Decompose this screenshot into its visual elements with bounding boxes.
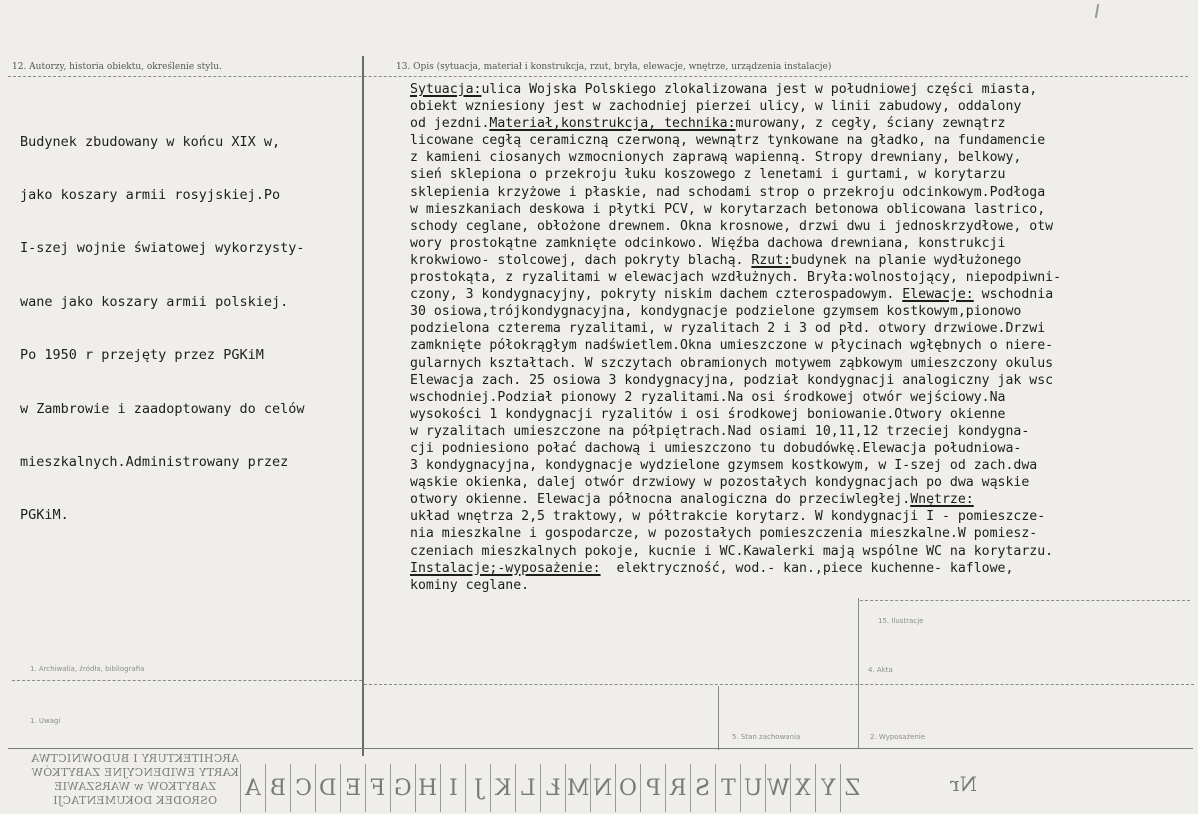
sytuacja-text: ulica Wojska Polskiego zlokalizowana jest w południowej części miasta, obiekt wzniesiony jest w zachodniej pierzei ulicy, w linii zabudowy, oddalony od jezdni. (410, 82, 1038, 132)
number-label: Nr (950, 772, 978, 796)
index-letter: D (315, 764, 340, 812)
instalacje-label: Instalacje;-wyposażenie: (410, 560, 601, 576)
index-letter: O (615, 764, 640, 812)
history-line: w Zambrowie i zaadoptowany do celów (20, 400, 305, 417)
wnetrze-text: układ wnętrza 2,5 traktowy, w półtrakcie korytarz. W kondygnacji I - pomieszcze- nia mieszkalne i gospodarcze, w pozostałych pomieszczenia mieszkalne.W pomiesz- czeniach mieszkalnych pokoje, kucnie i WC.Kawalerki mają wspólne WC na korytarzu. (410, 509, 1054, 559)
left-field-rule (12, 680, 362, 681)
description-text (410, 81, 1195, 594)
section-12-header: 12. Autorzy, historia obiektu, określenie stylu. (12, 62, 222, 72)
history-line: mieszkalnych.Administrowany przez (20, 453, 289, 470)
rzut-text: budynek na planie wydłużonego prostokąta, z ryzalitami w elewacjach wzdłużnych. Bryła:wolnostojący, niepodpiwni- czony, 3 kondygnacyjny, pokryty niskim dachem czterospadowym. (410, 252, 1062, 303)
section-13-header: 13. Opis (sytuacja, materiał i konstrukcja, rzut, bryła, elewacje, wnętrze, urządzenia instalacje) (396, 62, 832, 72)
history-line: PGKiM. (20, 507, 69, 524)
elewacje-label: Elewacje: (902, 287, 974, 303)
field-label: 1. Uwagi (30, 717, 61, 725)
pencil-mark (1095, 4, 1099, 18)
index-letter: P (640, 764, 665, 812)
lower-field-divider (718, 686, 719, 750)
index-letter: Z (840, 764, 865, 812)
index-letter: X (790, 764, 815, 812)
alphabet-index (240, 764, 865, 814)
index-letter: Y (815, 764, 840, 812)
index-letter: B (265, 764, 290, 812)
index-letter: I (440, 764, 465, 812)
sytuacja-label: Sytuacja: (410, 82, 482, 97)
index-letter: T (715, 764, 740, 812)
index-letter: F (365, 764, 390, 812)
header-rule (8, 76, 1188, 77)
index-letter: R (665, 764, 690, 812)
history-line: wane jako koszary armii polskiej. (20, 293, 289, 310)
right-field-divider (858, 598, 859, 748)
institution-line: KARTY EWIDENCYJNE ZABYTKÓW (31, 766, 239, 779)
index-letter: W (765, 764, 790, 812)
field-label: 15. Ilustracje (878, 617, 924, 625)
history-line: Po 1950 r przejęty przez PGKiM (20, 347, 264, 364)
field-label: 5. Stan zachowania (732, 733, 801, 741)
index-letter: K (490, 764, 515, 812)
field-label: 2. Wyposażenie (870, 733, 926, 741)
institution-line: ARCHITEKTURY I BUDOWNICTWA (30, 752, 240, 765)
elewacje-text: wschodnia 30 osiowa,trójkondygnacyjna, kondygnacje podzielone gzymsem kostkowym,pionowo podzielona czterema ryzalitami, w ryzalitach 2 i 3 od płd. otwory drzwiowe.Drzwi zamknięte półokrągłym nadświetlem.Okna umieszczone w płycinach wgłębnych o niere- gularnych kształtach. W szczytach obramionych motywem ząbkowym umieszczony okulus Elewacja zach. 25 osiowa 3 kondygnacyjna, podział kondygnacji analogiczny jak wsc wschodniej.Podział pionowy 2 ryzalitami.Na osi środkowej otwór wejściowy.Na wysokości 1 kondygnacji ryzalitów i osi środkowej boniowanie.Otwory okienne w ryzalitach umieszczone na półpiętrach.Nad osiami 10,11,12 trzeciej kondygna- cji podniesiono połać dachową i umieszczono tu dobudówkę.Elewacja południowa- 3 kondygnacyjna, kondygnacje wydzielone gzymsem kostkowym, w I-szej od zach.dwa wąskie okienka, dalej otwór drzwiowy w pozostałych kondygnacjach po dwa wąskie otwory okienne. Elewacja północna analogiczna do przeciwległej. (410, 287, 1054, 508)
institution-line: ZABYTKOW w WARSZAWIE (53, 780, 217, 793)
instalacje-text: elektryczność, wod.- kan.,piece kuchenne- kaflowe, kominy ceglane. (410, 560, 1014, 593)
institution-stamp (30, 752, 240, 812)
index-letter: Ł (540, 764, 565, 812)
rzut-label: Rzut: (751, 252, 792, 268)
history-line: jako koszary armii rosyjskiej.Po (20, 186, 281, 203)
material-label: Materiał,konstrukcja, technika: (489, 116, 736, 132)
main-field-rule (364, 684, 1194, 685)
index-letter: L (515, 764, 540, 812)
history-text (20, 98, 365, 561)
material-text: murowany, z cegły, ściany zewnątrz licowane cegłą ceramiczną czerwoną, wewnątrz tynkowane na gładko, na fundamencie z kamieni ciosanych wzmocnionych zaprawą wapienną. Stropy drewniany, belkowy, sień sklepiona o przekroju łuku koszowego z lenetami i gurtami, w korytarzu sklepienia krzyżowe i płaskie, nad schodami strop o przekroju odcinkowym.Podłoga w mieszkaniach deskowa i płytki PCV, w korytarzach betonowa oblicowana lastrico, schody ceglane, obłożone drewnem. Okna krosnowe, drzwi dwu i jednoskrzydłowe, otw wory prostokątne zamknięte odcinkowo. Więźba dachowa drewniana, konstrukcji krokwiowo- stolcowej, dach pokryty blachą. (410, 116, 1054, 268)
index-letter: J (465, 764, 490, 812)
column-divider (362, 56, 364, 756)
index-letter: M (565, 764, 590, 812)
index-letter: H (415, 764, 440, 812)
history-line: I-szej wojnie światowej wykorzysty- (20, 240, 305, 257)
index-letter: S (690, 764, 715, 812)
field-label: 1. Archiwalia, źródła, bibliografia (30, 665, 145, 673)
index-letter: C (290, 764, 315, 812)
index-letter: N (590, 764, 615, 812)
institution-line: OSRODEK DOKUMENTACJI (52, 794, 218, 807)
index-letter: U (740, 764, 765, 812)
field-label: 4. Akta (868, 666, 893, 674)
right-field-rule (860, 600, 1190, 601)
index-letter: E (340, 764, 365, 812)
history-line: Budynek zbudowany w końcu XIX w, (20, 133, 281, 150)
index-letter: G (390, 764, 415, 812)
wnetrze-label: Wnętrze: (910, 492, 974, 508)
footer-rule (8, 748, 1193, 749)
index-letter: A (240, 764, 265, 812)
